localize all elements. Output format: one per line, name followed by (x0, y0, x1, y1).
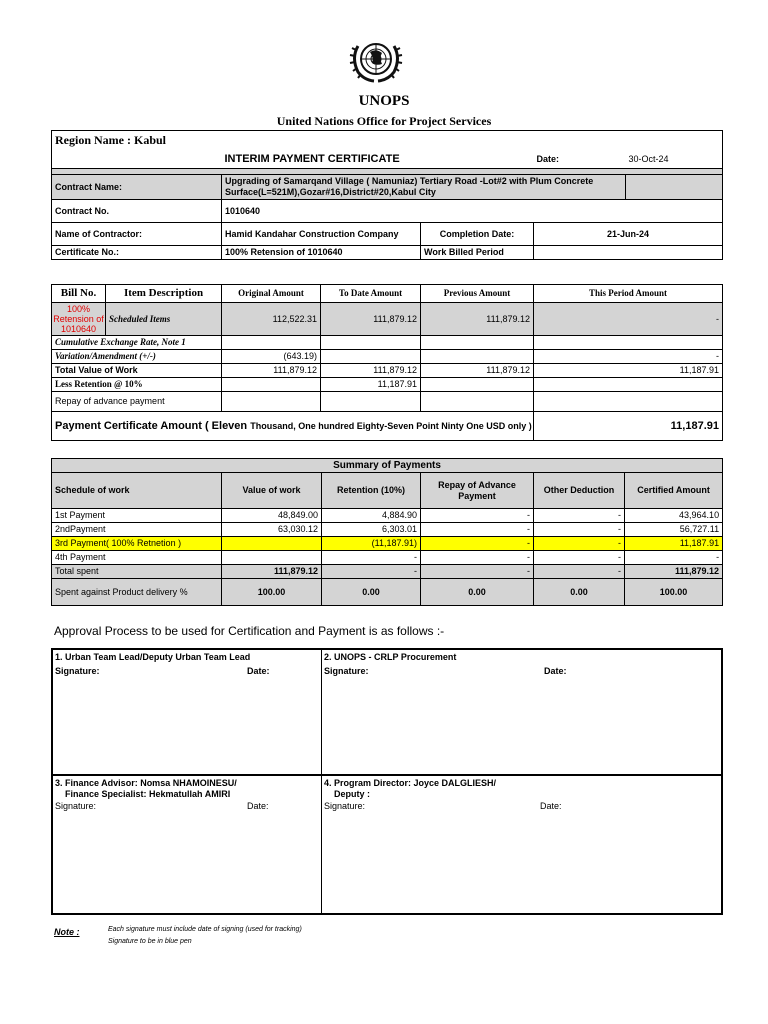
bill-row-todate: 11,187.91 (321, 378, 421, 392)
summary-row-name: 1st Payment (52, 509, 222, 523)
bill-row-todate: 111,879.12 (321, 303, 421, 336)
bill-row-prev (421, 392, 534, 412)
bill-row-orig: 111,879.12 (222, 364, 321, 378)
approval-box-1-title: 1. Urban Team Lead/Deputy Urban Team Lead (55, 652, 251, 662)
bill-row-prev (421, 350, 534, 364)
date-label: Date: (247, 801, 269, 811)
summary-row-name: 2ndPayment (52, 523, 222, 537)
bill-table (51, 284, 723, 441)
summary-row-other: - (534, 509, 625, 523)
date-value: 30-Oct-24 (626, 150, 723, 169)
date-label: Date: (544, 666, 567, 676)
contract-no-value: 1010640 (222, 200, 723, 223)
summary-row-name: 3rd Payment( 100% Retnetion ) (52, 537, 222, 551)
summary-header-other: Other Deduction (534, 473, 625, 509)
approval-box-4 (321, 774, 723, 915)
region-name: Region Name : Kabul (52, 131, 723, 151)
bill-row-desc: Repay of advance payment (52, 392, 222, 412)
summary-row-value (222, 537, 322, 551)
summary-header-schedule: Schedule of work (52, 473, 222, 509)
summary-row-other: - (534, 523, 625, 537)
approval-box-3 (51, 774, 322, 915)
summary-row-value: 48,849.00 (222, 509, 322, 523)
summary-total-certified: 111,879.12 (625, 565, 723, 579)
bill-header-previous: Previous Amount (421, 285, 534, 303)
approval-box-2-title: 2. UNOPS - CRLP Procurement (324, 652, 457, 662)
approval-heading: Approval Process to be used for Certification and Payment is as follows :- (54, 624, 445, 638)
bill-row-this: - (534, 350, 723, 364)
bill-row-prev: 111,879.12 (421, 364, 534, 378)
bill-row-orig: (643.19) (222, 350, 321, 364)
date-label: Date: (540, 801, 562, 811)
approval-box-4-subtitle: Deputy : (334, 789, 370, 799)
bill-header-item-description: Item Description (106, 285, 222, 303)
summary-spent-repay: 0.00 (421, 579, 534, 606)
bill-row-this (534, 378, 723, 392)
approval-box-1 (51, 648, 322, 775)
summary-header-certified: Certified Amount (625, 473, 723, 509)
completion-date-label: Completion Date: (421, 223, 534, 246)
summary-total-repay: - (421, 565, 534, 579)
signature-label: Signature: (324, 666, 369, 676)
summary-total-other: - (534, 565, 625, 579)
bill-row-orig (222, 336, 321, 350)
approval-box-3-title: 3. Finance Advisor: Nomsa NHAMOINESU/ (55, 778, 237, 788)
summary-row-value: 63,030.12 (222, 523, 322, 537)
summary-spent-retention: 0.00 (322, 579, 421, 606)
payment-certificate-amount-value: 11,187.91 (534, 412, 723, 441)
summary-spent-name: Spent against Product delivery % (52, 579, 222, 606)
summary-row-certified: - (625, 551, 723, 565)
contractor-value: Hamid Kandahar Construction Company (222, 223, 421, 246)
summary-row-name: 4th Payment (52, 551, 222, 565)
bill-row-orig: 112,522.31 (222, 303, 321, 336)
summary-total-value: 111,879.12 (222, 565, 322, 579)
summary-row-value (222, 551, 322, 565)
summary-row-other: - (534, 537, 625, 551)
contractor-label: Name of Contractor: (52, 223, 222, 246)
bill-row-orig (222, 378, 321, 392)
bill-row-desc: Cumulative Exchange Rate, Note 1 (52, 336, 222, 350)
bill-row-desc: Total Value of Work (52, 364, 222, 378)
bill-row-this: 11,187.91 (534, 364, 723, 378)
summary-title: Summary of Payments (52, 459, 723, 473)
bill-row-todate: 111,879.12 (321, 364, 421, 378)
bill-header-this-period: This Period Amount (534, 285, 723, 303)
bill-row-desc: Variation/Amendment (+/-) (52, 350, 222, 364)
bill-row-prev (421, 336, 534, 350)
contract-no-label: Contract No. (52, 200, 222, 223)
summary-of-payments-table (51, 458, 723, 606)
note-label: Note : (54, 927, 80, 937)
summary-row-retention: 6,303.01 (322, 523, 421, 537)
summary-row-certified: 56,727.11 (625, 523, 723, 537)
summary-row-retention: 4,884.90 (322, 509, 421, 523)
summary-row-other: - (534, 551, 625, 565)
bill-header-to-date: To Date Amount (321, 285, 421, 303)
payment-certificate-amount-label: Payment Certificate Amount ( Eleven Thousand, One hundred Eighty-Seven Point Ninty One USD only ) (52, 412, 534, 441)
bill-header-bill-no: Bill No. (52, 285, 106, 303)
summary-header-retention: Retention (10%) (322, 473, 421, 509)
bill-row-todate (321, 336, 421, 350)
approval-box-4-title: 4. Program Director: Joyce DALGLIESH/ (324, 778, 497, 788)
summary-spent-certified: 100.00 (625, 579, 723, 606)
note-line-2: Signature to be in blue pen (108, 938, 192, 945)
summary-row-certified: 11,187.91 (625, 537, 723, 551)
bill-row-this: - (534, 303, 723, 336)
summary-header-repay: Repay of Advance Payment (421, 473, 534, 509)
note-line-1: Each signature must include date of signing (used for tracking) (108, 926, 302, 933)
certificate-info-table (51, 130, 723, 260)
org-short-name: UNOPS (358, 93, 410, 109)
summary-row-repay: - (421, 523, 534, 537)
summary-row-certified: 43,964.10 (625, 509, 723, 523)
summary-row-retention: - (322, 551, 421, 565)
summary-spent-value: 100.00 (222, 579, 322, 606)
un-emblem-logo (346, 36, 406, 86)
summary-total-name: Total spent (52, 565, 222, 579)
contract-name-label: Contract Name: (52, 175, 222, 200)
bill-row-prev: 111,879.12 (421, 303, 534, 336)
certificate-no-value: 100% Retension of 1010640 (222, 246, 421, 260)
completion-date-value: 21-Jun-24 (534, 223, 723, 246)
summary-header-value: Value of work (222, 473, 322, 509)
bill-row-prev (421, 378, 534, 392)
summary-row-retention: (11,187.91) (322, 537, 421, 551)
approval-box-2 (321, 648, 723, 775)
bill-no-value: 100% Retension of 1010640 (53, 304, 104, 334)
bill-row-orig (222, 392, 321, 412)
signature-label: Signature: (55, 666, 100, 676)
approval-box-3-subtitle: Finance Specialist: Hekmatullah AMIRI (65, 789, 231, 799)
bill-row-this (534, 392, 723, 412)
summary-row-repay: - (421, 537, 534, 551)
bill-row-this (534, 336, 723, 350)
summary-row-repay: - (421, 509, 534, 523)
signature-label: Signature: (324, 801, 366, 811)
bill-header-original: Original Amount (222, 285, 321, 303)
bill-row-todate (321, 350, 421, 364)
summary-total-retention: - (322, 565, 421, 579)
work-billed-period-label: Work Billed Period (421, 246, 534, 260)
date-label: Date: (247, 666, 270, 676)
contract-name-value: Upgrading of Samarqand Village ( Namuniaz) Tertiary Road -Lot#2 with Plum Concrete Surface(L=521M),Gozar#16,District#20,Kabul City (222, 175, 626, 200)
org-full-name: United Nations Office for Project Services (276, 114, 492, 128)
bill-row-desc: Less Retention @ 10% (52, 378, 222, 392)
date-label: Date: (534, 150, 626, 169)
summary-spent-other: 0.00 (534, 579, 625, 606)
certificate-no-label: Certificate No.: (52, 246, 222, 260)
signature-label: Signature: (55, 801, 97, 811)
bill-row-desc: Scheduled Items (106, 303, 222, 336)
certificate-title: INTERIM PAYMENT CERTIFICATE (222, 150, 534, 169)
summary-row-repay: - (421, 551, 534, 565)
bill-row-todate (321, 392, 421, 412)
